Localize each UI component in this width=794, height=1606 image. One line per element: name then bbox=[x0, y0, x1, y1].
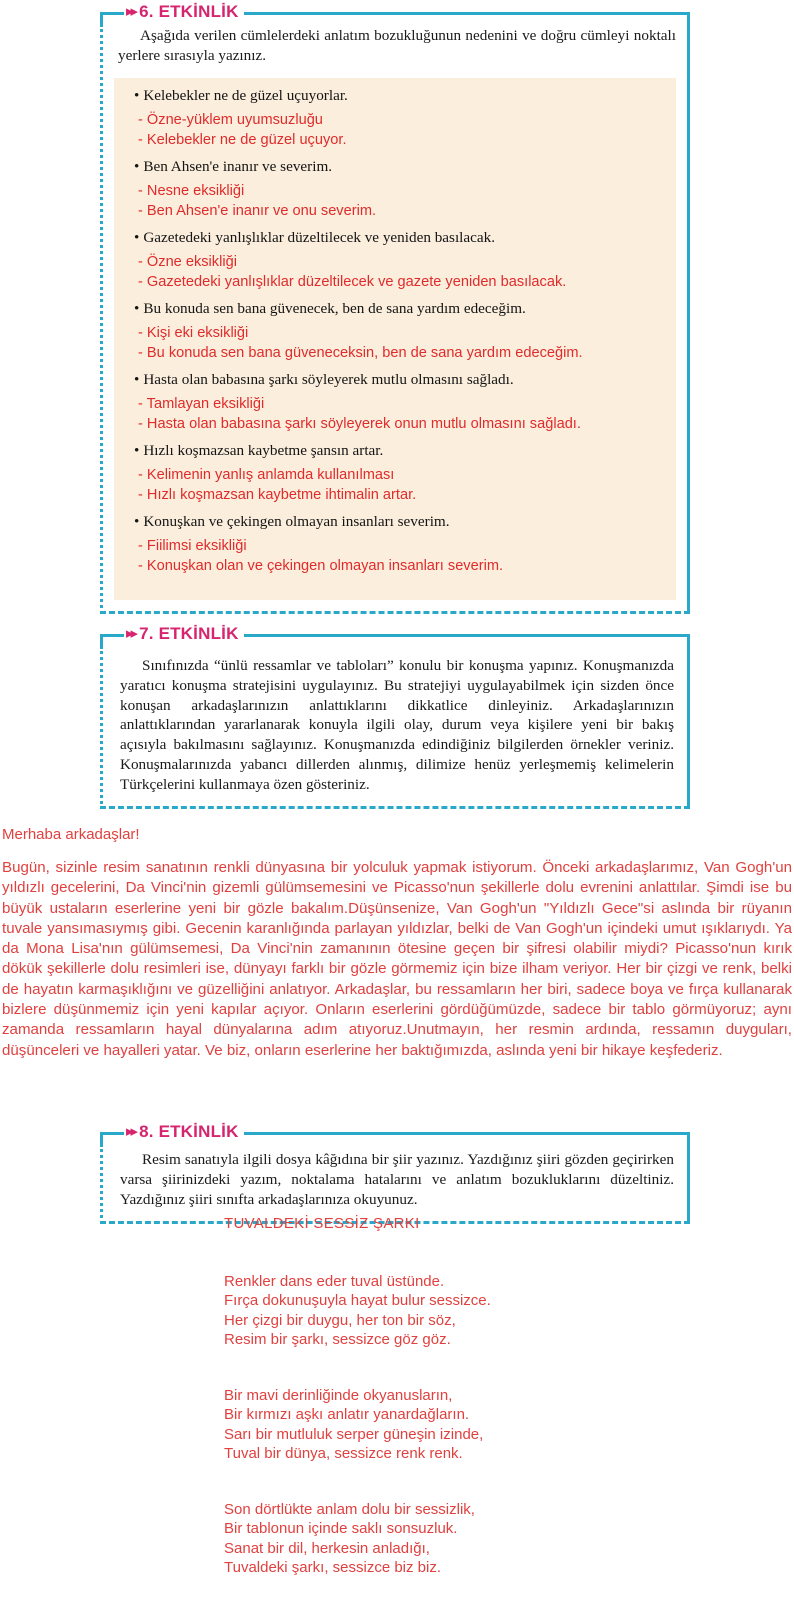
activity-7-corner-dot bbox=[116, 634, 119, 637]
answer-item-sentence: • Hızlı koşmazsan kaybetme şansın artar. bbox=[134, 441, 384, 459]
poem-line: Sanat bir dil, herkesin anladığı, bbox=[224, 1539, 430, 1557]
answer-item-correction: - Gazetedeki yanlışlıklar düzeltilecek ve gazete yeniden basılacak. bbox=[138, 273, 567, 290]
poem-line: Son dörtlükte anlam dolu bir sessizlik, bbox=[224, 1500, 475, 1518]
bullet-icon: • bbox=[134, 441, 140, 459]
poem-stanza bbox=[224, 1386, 491, 1464]
activity-7-title: 7. ETKİNLİK bbox=[139, 624, 239, 643]
poem-line: Sarı bir mutluluk serper güneşin izinde, bbox=[224, 1425, 484, 1443]
answer-item-reason: - Özne eksikliği bbox=[138, 253, 237, 270]
answer-item-reason: - Özne-yüklem uyumsuzluğu bbox=[138, 112, 323, 128]
double-chevron-right-icon: ▸▸ bbox=[126, 623, 136, 642]
student-greeting: Merhaba arkadaşlar! bbox=[2, 826, 140, 843]
bullet-icon: • bbox=[134, 157, 140, 175]
poem-line: Renkler dans eder tuval üstünde. bbox=[224, 1272, 445, 1290]
poem-line: Bir kırmızı aşkı anlatır yanardağların. bbox=[224, 1406, 470, 1423]
answer-item-reason: - Tamlayan eksikliği bbox=[138, 395, 265, 412]
activity-6-corner-bracket bbox=[100, 12, 115, 27]
poem-title: TUVALDEKİ SESSİZ ŞARKI bbox=[224, 1215, 420, 1232]
activity-6-instruction-wrap bbox=[118, 26, 676, 66]
answer-item-correction: - Hızlı koşmazsan kaybetme ihtimalin artar. bbox=[138, 486, 417, 503]
bullet-icon: • bbox=[134, 87, 140, 104]
double-chevron-right-icon: ▸▸ bbox=[126, 1121, 136, 1140]
answer-item-correction: - Konuşkan olan ve çekingen olmayan insanları severim. bbox=[138, 557, 504, 574]
activity-6-top-rule bbox=[244, 12, 690, 15]
bullet-icon: • bbox=[134, 512, 140, 530]
activity-6-title: 6. ETKİNLİK bbox=[139, 2, 239, 21]
bullet-icon: • bbox=[134, 228, 140, 246]
answer-item-reason: - Kişi eki eksikliği bbox=[138, 324, 249, 341]
answer-item-sentence: • Ben Ahsen'e inanır ve severim. bbox=[134, 157, 333, 175]
answer-item-reason: - Fiilimsi eksikliği bbox=[138, 537, 247, 554]
activity-6-header bbox=[124, 1, 244, 23]
activity-7-card bbox=[100, 623, 690, 809]
activity-8-corner-bracket bbox=[100, 1132, 115, 1147]
activity-7-header bbox=[124, 623, 244, 645]
bullet-icon: • bbox=[134, 299, 140, 317]
poem-line: Bir mavi derinliğinde okyanusların, bbox=[224, 1386, 453, 1404]
poem-line: Tuval bir dünya, sessizce renk renk. bbox=[224, 1445, 463, 1462]
poem-line: Tuvaldeki şarkı, sessizce biz biz. bbox=[224, 1559, 442, 1576]
answer-item-correction: - Hasta olan babasına şarkı söyleyerek onun mutlu olmasını sağladı. bbox=[138, 415, 581, 432]
answer-item-reason: - Nesne eksikliği bbox=[138, 182, 245, 199]
answer-item-sentence: • Kelebekler ne de güzel uçuyorlar. bbox=[134, 87, 348, 104]
answer-item-sentence: • Hasta olan babasına şarkı söyleyerek mutlu olmasını sağladı. bbox=[134, 370, 514, 388]
answer-item-reason: - Kelimenin yanlış anlamda kullanılması bbox=[138, 466, 395, 483]
poem-line: Her çizgi bir duygu, her ton bir söz, bbox=[224, 1311, 456, 1329]
activity-8-corner-dot bbox=[116, 1132, 119, 1135]
answer-item-sentence: • Bu konuda sen bana güvenecek, ben de sana yardım edeceğim. bbox=[134, 299, 526, 317]
student-poem bbox=[224, 1214, 491, 1578]
activity-8-top-rule bbox=[244, 1132, 690, 1135]
activity-7-corner-bracket bbox=[100, 634, 115, 649]
activity-8-instruction: Resim sanatıyla ilgili dosya kâğıdına bir şiir yazınız. Yazdığınız şiiri gözden geçirirken varsa şiirinizdeki yazım, noktalama hatalarını ve anlatım bozukluklarını düzeltiniz. Yazdığınız şiiri sınıfta arkadaşlarınıza okuyunuz. bbox=[120, 1151, 674, 1208]
activity-6-answer-panel bbox=[114, 78, 676, 600]
activity-6-corner-dot bbox=[116, 12, 119, 15]
activity-6-instruction: Aşağıda verilen cümlelerdeki anlatım bozukluğunun nedenini ve doğru cümleyi noktalı yerlere sırasıyla yazınız. bbox=[118, 27, 676, 64]
activity-7-instruction-wrap bbox=[120, 656, 674, 794]
activity-7-top-rule bbox=[244, 634, 690, 637]
activity-8-card bbox=[100, 1121, 690, 1224]
poem-stanza bbox=[224, 1272, 491, 1350]
activity-7-instruction: Sınıfınızda “ünlü ressamlar ve tabloları” konulu bir konuşma yapınız. Konuşmanızda yaratıcı konuşma stratejisini uygulayınız. Bu stratejiyi uygulayabilmek için sizden önce konuşan arkadaşlarınızın anlattıklarını dikkatlice dinleyiniz. Arkadaşlarınızın anlattıklarından yararlanarak konuyla ilgili olay, durum veya kişilere yeni bir bakış açısıyla bakılmasını sağlayınız. Konuşmanızda edindiğiniz bilgilerden örnekler veriniz. Konuşmalarınızda yabancı dillerden alınmış, dilimize henüz yerleşmemiş kelimelerin Türkçelerini kullanmaya özen gösteriniz. bbox=[120, 657, 674, 793]
poem-line: Fırça dokunuşuyla hayat bulur sessizce. bbox=[224, 1292, 491, 1309]
activity-8-instruction-wrap bbox=[120, 1150, 674, 1209]
double-chevron-right-icon: ▸▸ bbox=[126, 1, 136, 20]
answer-item-correction: - Ben Ahsen'e inanır ve onu severim. bbox=[138, 202, 377, 219]
answer-item-sentence: • Gazetedeki yanlışlıklar düzeltilecek ve yeniden basılacak. bbox=[134, 228, 496, 246]
poem-stanza bbox=[224, 1500, 491, 1578]
bullet-icon: • bbox=[134, 370, 140, 388]
activity-6-card bbox=[100, 1, 690, 614]
activity-8-title: 8. ETKİNLİK bbox=[139, 1122, 239, 1141]
student-essay: Bugün, sizinle resim sanatının renkli dünyasına bir yolculuk yapmak istiyorum. Önceki arkadaşlarımız, Van Gogh'un yıldızlı gecelerini, Da Vinci'nin gizemli gülümsemesini ve Picasso'nun şekillerle dolu evrenini anlattılar. Şimdi ise bu büyük ustaların eserlerine yeni bir gözle bakalım.Düşünsenize, Van Gogh'un "Yıldızlı Gece"si aslında bir rüyanın tuvale yansımasıymış gibi. Gecenin karanlığında parlayan yıldızlar, belki de Van Gogh'un içindeki umut ışıklarıydı. Ya da Mona Lisa'nın gülümsemesi, Da Vinci'nin zamanının ötesine geçen bir şifresi olabilir miydi? Picasso'nun kırık dökük şekillerle dolu resimleri ise, dünyayı farklı bir gözle görmemiz için bize ilham veriyor. Her bir çizgi ve renk, belki de hayatın karmaşıklığını ve güzelliğini anlatıyor. Arkadaşlar, bu ressamların her biri, sadece boya ve fırça kullanarak bizlere düşünmemiz için yeni kapılar açıyor. Onların eserlerini gördüğümüzde, sadece bir tablo görmüyoruz; aynı zamanda ressamların hayal dünyalarına adım atıyoruz.Unutmayın, her resmin ardında, ressamın duyguları, düşünceleri ve hayalleri yatar. Ve biz, onların eserlerine her baktığımızda, aslında yeni bir hikaye keşfederiz. bbox=[2, 859, 792, 1059]
poem-line: Resim bir şarkı, sessizce göz göz. bbox=[224, 1331, 451, 1348]
answer-item-sentence: • Konuşkan ve çekingen olmayan insanları severim. bbox=[134, 512, 450, 530]
answer-item-correction: - Kelebekler ne de güzel uçuyor. bbox=[138, 131, 347, 148]
poem-line: Bir tablonun içinde saklı sonsuzluk. bbox=[224, 1520, 458, 1537]
activity-8-header bbox=[124, 1121, 244, 1143]
answer-item-correction: - Bu konuda sen bana güveneceksin, ben de sana yardım edeceğim. bbox=[138, 344, 583, 361]
